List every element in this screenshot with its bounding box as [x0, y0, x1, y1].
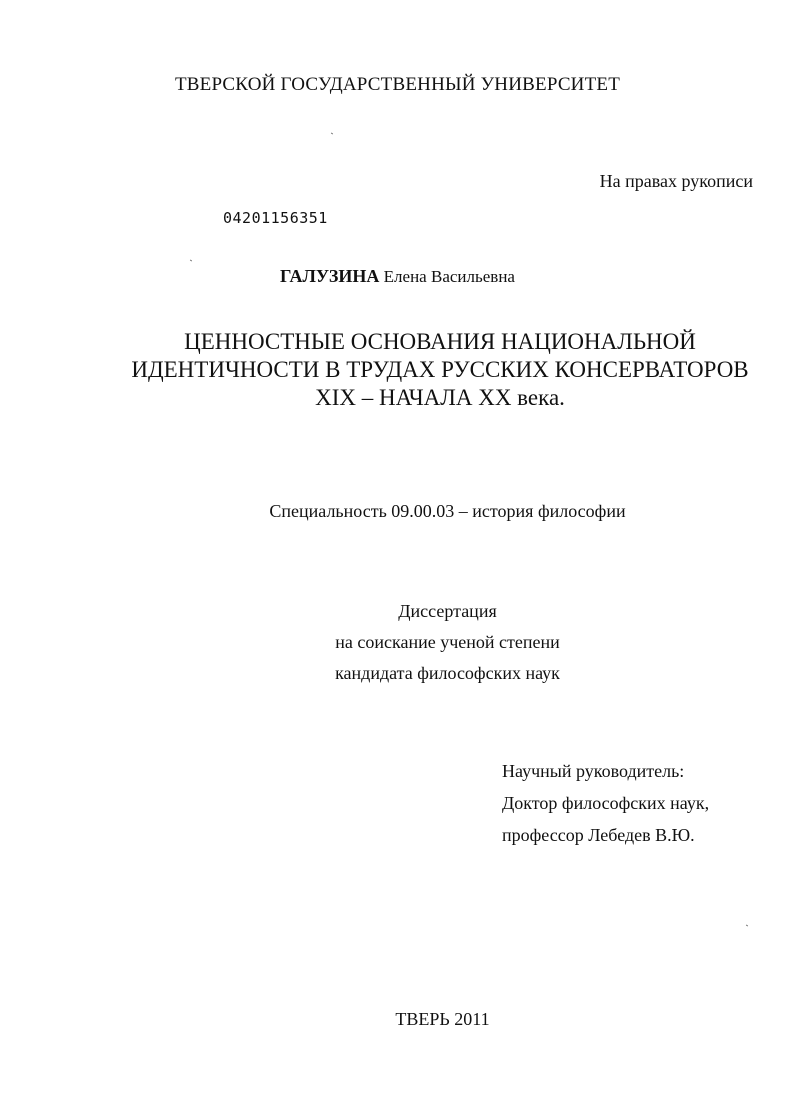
- supervisor-line: Научный руководитель:: [502, 761, 685, 781]
- title-line: XIX – НАЧАЛА XX века.: [315, 385, 565, 410]
- author-surname: ГАЛУЗИНА: [280, 266, 380, 286]
- scan-speck: [331, 133, 333, 135]
- supervisor-line: Доктор философских наук,: [502, 793, 710, 813]
- scientific-supervisor: [502, 755, 709, 851]
- title-line: ИДЕНТИЧНОСТИ В ТРУДАХ РУССКИХ КОНСЕРВАТОРОВ: [131, 357, 749, 382]
- dissertation-title: [0, 328, 795, 412]
- degree-statement: [0, 596, 795, 689]
- author-name: [0, 266, 795, 287]
- author-given-names: Елена Васильевна: [383, 267, 515, 286]
- degree-line: кандидата философских наук: [335, 663, 560, 683]
- manuscript-rights-note: На правах рукописи: [599, 171, 753, 191]
- scan-speck: [190, 260, 192, 262]
- scan-speck: [746, 925, 748, 927]
- specialty-line: Специальность 09.00.03 – история философии: [269, 501, 626, 521]
- registration-code: 04201156351: [223, 209, 328, 227]
- title-line: ЦЕННОСТНЫЕ ОСНОВАНИЯ НАЦИОНАЛЬНОЙ: [184, 329, 696, 354]
- degree-line: Диссертация: [398, 601, 497, 621]
- university-name: ТВЕРСКОЙ ГОСУДАРСТВЕННЫЙ УНИВЕРСИТЕТ: [174, 74, 621, 95]
- supervisor-line: профессор Лебедев В.Ю.: [502, 825, 695, 845]
- city-year: ТВЕРЬ 2011: [395, 1009, 490, 1029]
- degree-line: на соискание ученой степени: [335, 632, 560, 652]
